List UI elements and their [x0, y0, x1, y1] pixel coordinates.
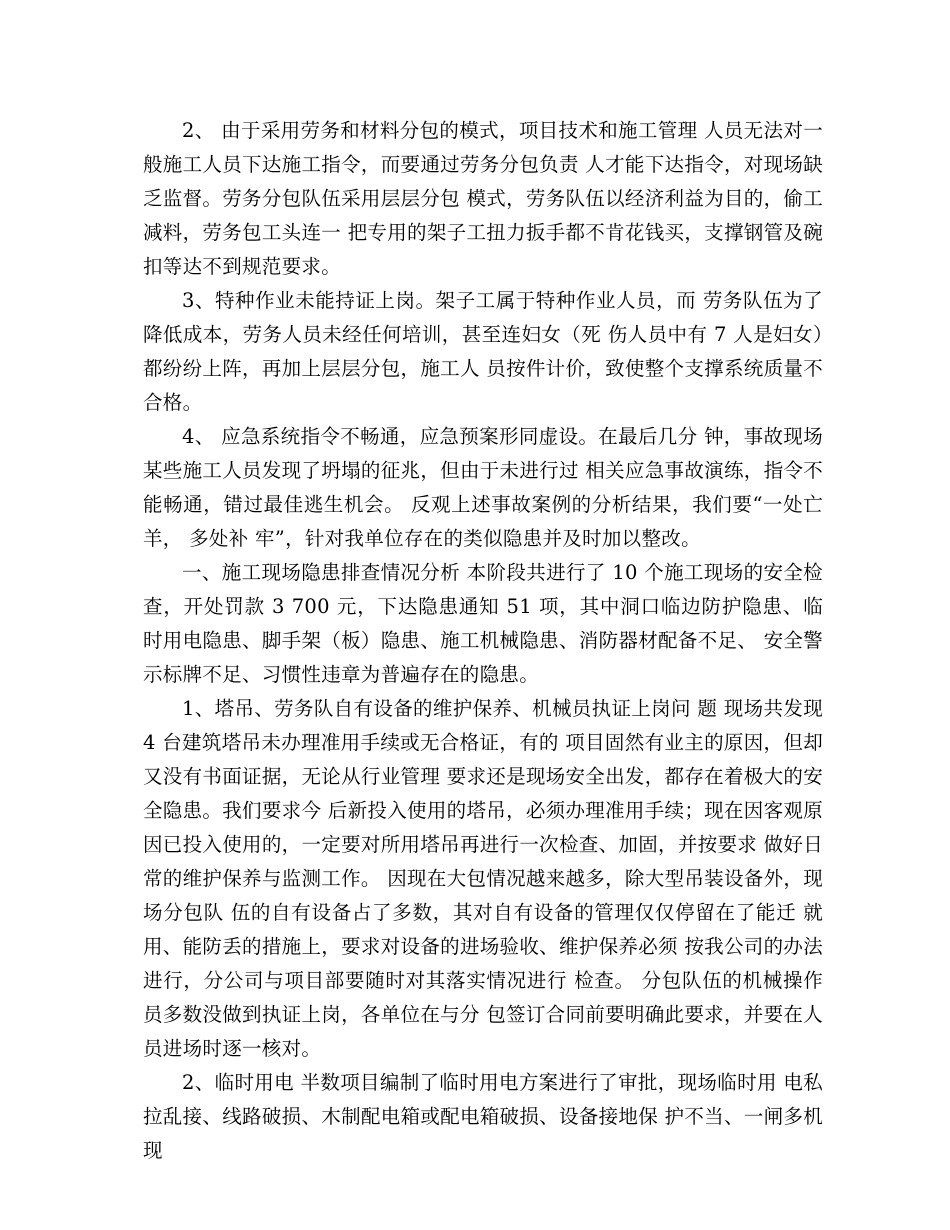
paragraph-emergency: 4、 应急系统指令不畅通，应急预案形同虚设。在最后几分 钟，事故现场某些施工人员发现了坍塌的征兆，但由于未进行过 相关应急事故演练，指令不能畅通，错过最佳逃生机会。 反观上述事故案例的分析结果，我们要“一处亡羊， 多处补 牢”，针对我单位存在的类似隐患并及时加以整改。 — [143, 425, 823, 550]
paragraph-inspection-summary: 一、施工现场隐患排查情况分析 本阶段共进行了 10 个施工现场的安全检查，开处罚款 3 700 元，下达隐患通知 51 项，其中洞口临边防护隐患、临时用电隐患、脚手架（板）隐患、施工机械隐患、消防器材配备不足、 安全警示标牌不足、习惯性违章为普遍存在的隐患。 — [143, 561, 823, 686]
document-page — [143, 114, 823, 1168]
paragraph-certification: 3、特种作业未能持证上岗。架子工属于特种作业人员，而 劳务队伍为了降低成本，劳务人员未经任何培训，甚至连妇女（死 伤人员中有 7 人是妇女）都纷纷上阵，再加上层层分包，施工人 员按件计价，致使整个支撑系统质量不合格。 — [143, 289, 823, 414]
paragraph-tower-crane: 1、塔吊、劳务队自有设备的维护保养、机械员执证上岗问 题 现场共发现 4 台建筑塔吊未办理准用手续或无合格证，有的 项目固然有业主的原因，但却又没有书面证据，无论从行业管理 要求还是现场安全出发，都存在着极大的安全隐患。我们要求今 后新投入使用的塔吊，必须办理准用手续；现在因客观原因已投入使用的，一定要对所用塔吊再进行一次检查、加固，并按要求 做好日常的维护保养与监测工作。 因现在大包情况越来越多，除大型吊装设备外，现场分包队 伍的自有设备占了多数，其对自有设备的管理仅仅停留在了能迁 就用、能防丢的措施上，要求对设备的进场验收、维护保养必须 按我公司的办法进行，分公司与项目部要随时对其落实情况进行 检查。 分包队伍的机械操作员多数没做到执证上岗，各单位在与分 包签订合同前要明确此要求，并要在人员进场时逐一核对。 — [143, 697, 823, 1060]
paragraph-temporary-power: 2、临时用电 半数项目编制了临时用电方案进行了审批，现场临时用 电私拉乱接、线路破损、木制配电箱或配电箱破损、设备接地保 护不当、一闸多机现 — [143, 1071, 823, 1162]
paragraph-management: 2、 由于采用劳务和材料分包的模式，项目技术和施工管理 人员无法对一般施工人员下达施工指令，而要通过劳务分包负责 人才能下达指令，对现场缺乏监督。劳务分包队伍采用层层分包 模式，劳务队伍以经济利益为目的，偷工减料，劳务包工头连一 把专用的架子工扭力扳手都不肯花钱买，支撑钢管及碗扣等达不到规范要求。 — [143, 119, 823, 278]
